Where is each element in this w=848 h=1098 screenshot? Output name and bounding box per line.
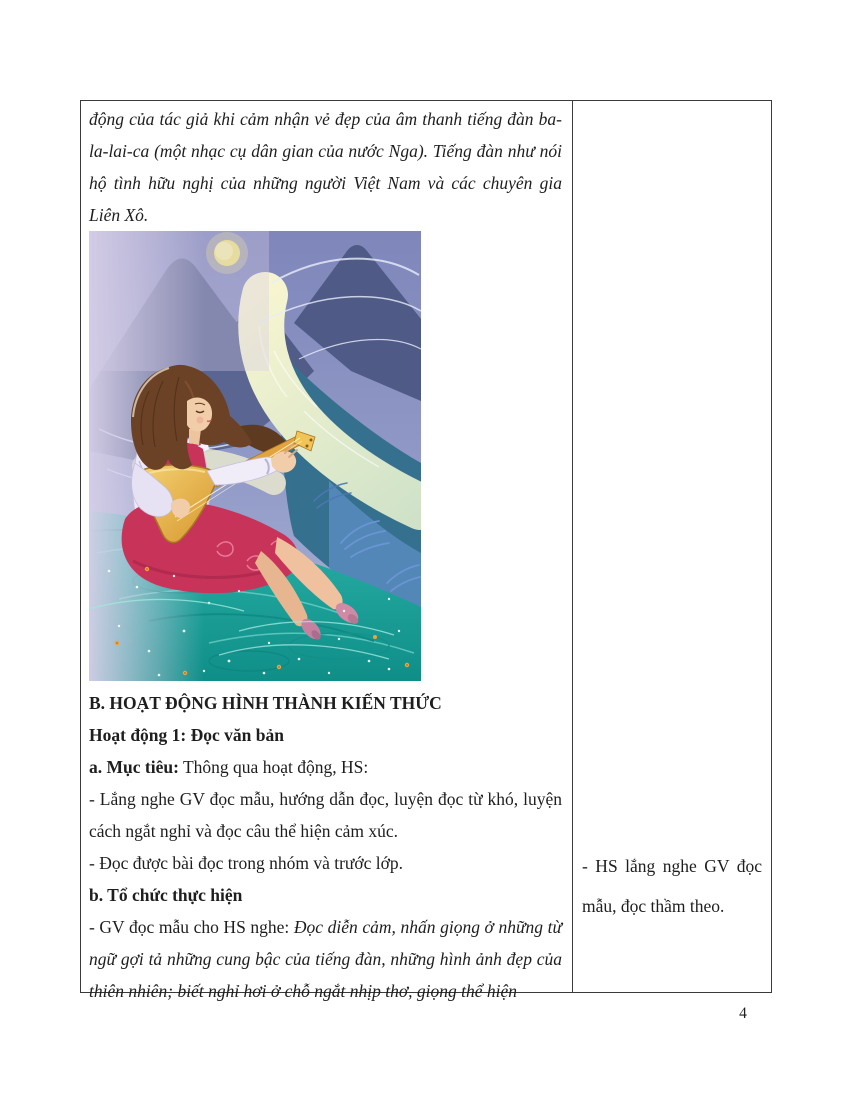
- gv-reading-note: Đọc diễn cảm, nhấn giọng ở những từ ngữ gợi tả những cung bậc của tiếng đàn, những hình ảnh đẹp của thiên nhiên; biết nghỉ hơi ở chỗ ngắt nhịp thơ, giọng thể hiện: [89, 917, 563, 1001]
- lesson-plan-table: [80, 100, 772, 1001]
- objective-text: Thông qua hoạt động, HS:: [182, 757, 369, 777]
- section-heading: B. HOẠT ĐỘNG HÌNH THÀNH KIẾN THỨC: [89, 693, 442, 713]
- hs-note: - HS lắng nghe GV đọc mẫu, đọc thầm theo.: [582, 856, 762, 916]
- page-number: 4: [739, 1005, 747, 1022]
- intro-paragraph: động của tác giả khi cảm nhận vẻ đẹp của âm thanh tiếng đàn ba-la-lai-ca (một nhạc cụ dân gian của nước Nga). Tiếng đàn như nói hộ tình hữu nghị của những người Việt Nam và các chuyên gia Liên Xô.: [89, 109, 562, 225]
- implementation-heading: b. Tổ chức thực hiện: [89, 885, 243, 905]
- left-column-cell: [81, 101, 573, 1001]
- activity-heading: Hoạt động 1: Đọc văn bản: [89, 725, 284, 745]
- gv-reading-line: [89, 911, 562, 1007]
- bullet-group-read: - Đọc được bài đọc trong nhóm và trước lớp.: [89, 853, 404, 873]
- gv-reading-prefix: - GV đọc mẫu cho HS nghe:: [89, 917, 290, 937]
- right-column-cell: [573, 101, 771, 992]
- balalaika-girl-image: [89, 231, 421, 681]
- balalaika-illustration: [89, 231, 421, 681]
- objective-line: [89, 751, 562, 783]
- bullet-listen: - Lắng nghe GV đọc mẫu, hướng dẫn đọc, luyện đọc từ khó, luyện cách ngắt nghỉ và đọc câu thể hiện cảm xúc.: [89, 789, 562, 841]
- objective-label: a. Mục tiêu:: [89, 757, 179, 777]
